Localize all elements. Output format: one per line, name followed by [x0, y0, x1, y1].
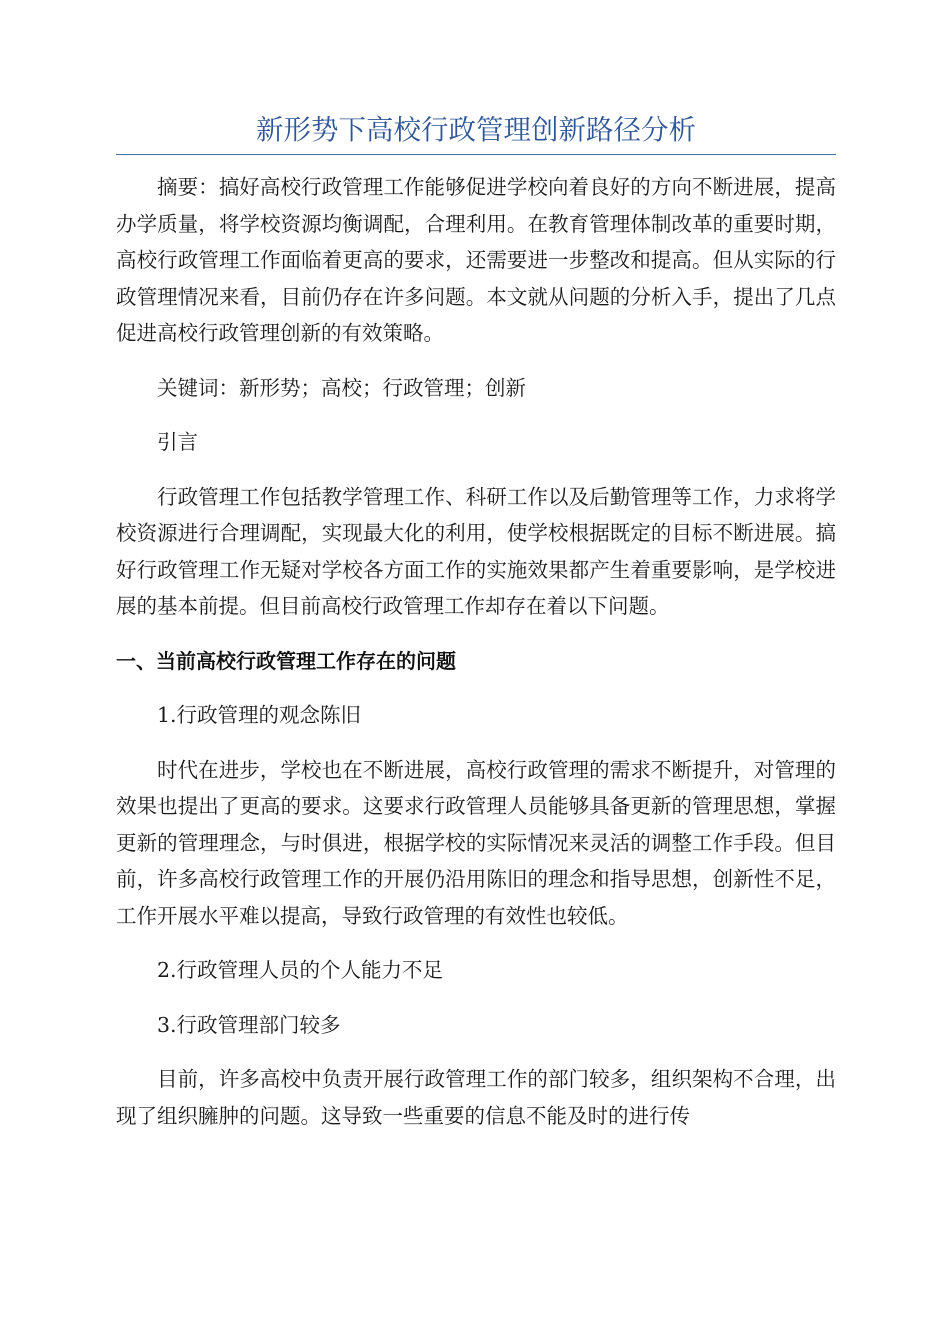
- keywords-line: 关键词：新形势；高校；行政管理；创新: [157, 375, 526, 400]
- subsection-1-paragraph: 时代在进步，学校也在不断进展，高校行政管理的需求不断提升，对管理的效果也提出了更高的要求。这要求行政管理人员能够具备更新的管理思想，掌握更新的管理理念，与时俱进，根据学校的实际情况来灵活的调整工作手段。但目前，许多高校行政管理工作的开展仍沿用陈旧的理念和指导思想，创新性不足，工作开展水平难以提高，导致行政管理的有效性也较低。: [116, 757, 836, 928]
- subsection-3-paragraph: 目前，许多高校中负责开展行政管理工作的部门较多，组织架构不合理，出现了组织臃肿的问题。这导致一些重要的信息不能及时的进行传: [116, 1067, 836, 1128]
- intro-paragraph: 行政管理工作包括教学管理工作、科研工作以及后勤管理等工作，力求将学校资源进行合理调配，实现最大化的利用，使学校根据既定的目标不断进展。搞好行政管理工作无疑对学校各方面工作的实施效果都产生着重要影响，是学校进展的基本前提。但目前高校行政管理工作却存在着以下问题。: [116, 484, 836, 618]
- document-title: 新形势下高校行政管理创新路径分析: [256, 114, 696, 146]
- intro-label: 引言: [157, 430, 198, 454]
- section-1-heading: 一、当前高校行政管理工作存在的问题: [116, 648, 456, 673]
- title-block: [116, 108, 836, 155]
- subsection-3-heading: 3.行政管理部门较多: [157, 1012, 341, 1037]
- subsection-2-heading: 2.行政管理人员的个人能力不足: [157, 958, 444, 982]
- abstract-paragraph: 摘要：搞好高校行政管理工作能够促进学校向着良好的方向不断进展，提高办学质量，将学校资源均衡调配，合理利用。在教育管理体制改革的重要时期，高校行政管理工作面临着更高的要求，还需要进一步整改和提高。但从实际的行政管理情况来看，目前仍存在许多问题。本文就从问题的分析入手，提出了几点促进高校行政管理创新的有效策略。: [116, 175, 836, 345]
- subsection-1-heading: 1.行政管理的观念陈旧: [157, 703, 362, 727]
- document-content: [116, 108, 836, 1152]
